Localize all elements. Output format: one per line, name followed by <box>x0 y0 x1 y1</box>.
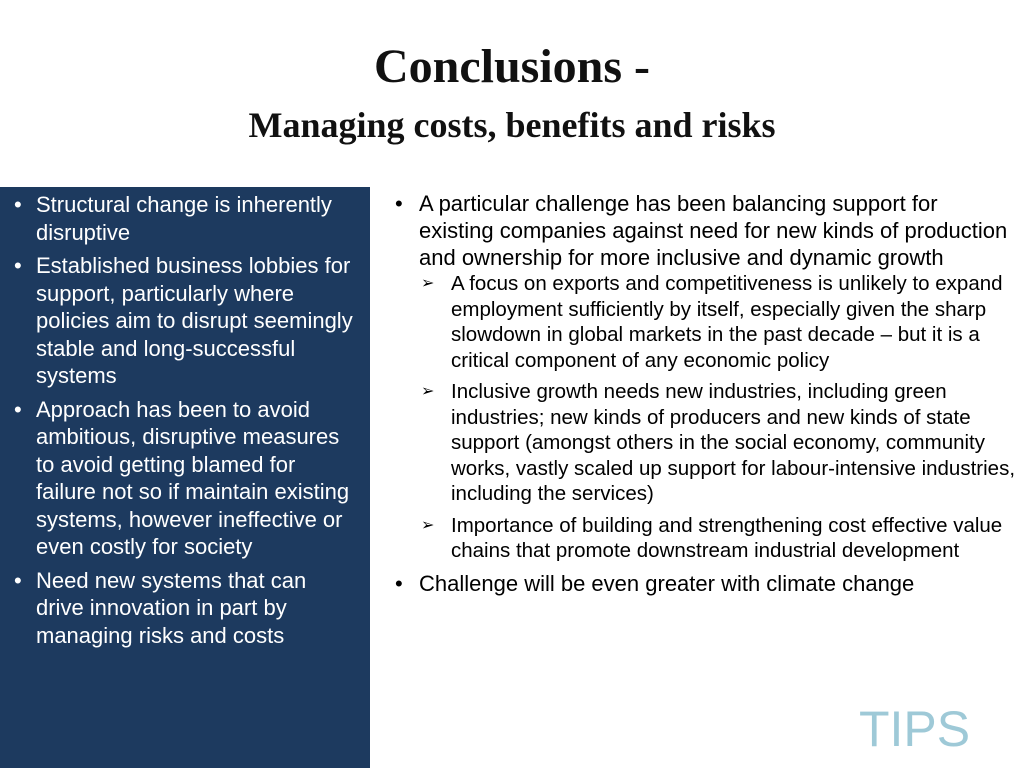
slide-title: Conclusions - <box>373 40 651 93</box>
arrow-bullet-icon: ➢ <box>421 275 435 292</box>
left-bullet <box>12 567 360 650</box>
left-bullet-text: Approach has been to avoid ambitious, disruptive measures to avoid getting blamed for failure not so if maintain existing systems, however ineffective or even costly for society <box>36 396 350 559</box>
sub-bullet-text: Importance of building and strengthening cost effective value chains that promote downstream industrial development <box>451 513 1003 562</box>
bullet-icon: • <box>14 253 22 278</box>
logo-text: TIPS <box>859 701 971 754</box>
right-column <box>393 190 1018 603</box>
sub-bullet <box>419 379 1018 507</box>
bullet-icon: • <box>395 570 403 596</box>
arrow-bullet-icon: ➢ <box>421 516 435 534</box>
arrow-bullet-icon: ➢ <box>421 383 435 400</box>
sub-bullet-text: A focus on exports and competitiveness is unlikely to expand employment sufficiently by itself, especially given the sharp slowdown in global markets in the past decade – but it is a critical component of any economic policy <box>451 272 1003 372</box>
bullet-icon: • <box>14 396 22 422</box>
tips-logo <box>855 700 1024 754</box>
right-bullet <box>393 190 1018 564</box>
sub-bullet-list <box>419 271 1018 564</box>
slide-subtitle: Managing costs, benefits and risks <box>248 105 776 145</box>
title-block <box>0 38 1024 148</box>
sub-bullet <box>419 513 1018 564</box>
left-bullet <box>12 252 360 390</box>
left-bullet-text: Need new systems that can drive innovation in part by managing risks and costs <box>36 567 307 648</box>
bullet-icon: • <box>14 192 22 217</box>
left-bullet-text: Structural change is inherently disruptive <box>36 192 332 245</box>
left-bullet <box>12 191 360 246</box>
left-bullet-list <box>12 191 360 649</box>
right-bullet-list <box>393 190 1018 597</box>
sub-bullet-text: Inclusive growth needs new industries, including green industries; new kinds of producers and new kinds of state support (amongst others in the social economy, community works, vastly scaled up support for labour-intensive industries, including the services) <box>451 380 1016 505</box>
left-bullet <box>12 396 360 561</box>
right-bullet-text: Challenge will be even greater with climate change <box>419 570 915 596</box>
right-bullet-text: A particular challenge has been balancing support for existing companies against need for new kinds of production and ownership for more inclusive and dynamic growth <box>419 191 1008 270</box>
sub-bullet <box>419 271 1018 373</box>
bullet-icon: • <box>14 567 22 593</box>
left-bullet-text: Established business lobbies for support, particularly where policies aim to disrupt seemingly stable and long-successful systems <box>36 253 353 388</box>
bullet-icon: • <box>395 191 403 216</box>
left-panel <box>0 187 370 768</box>
right-bullet <box>393 570 1018 597</box>
